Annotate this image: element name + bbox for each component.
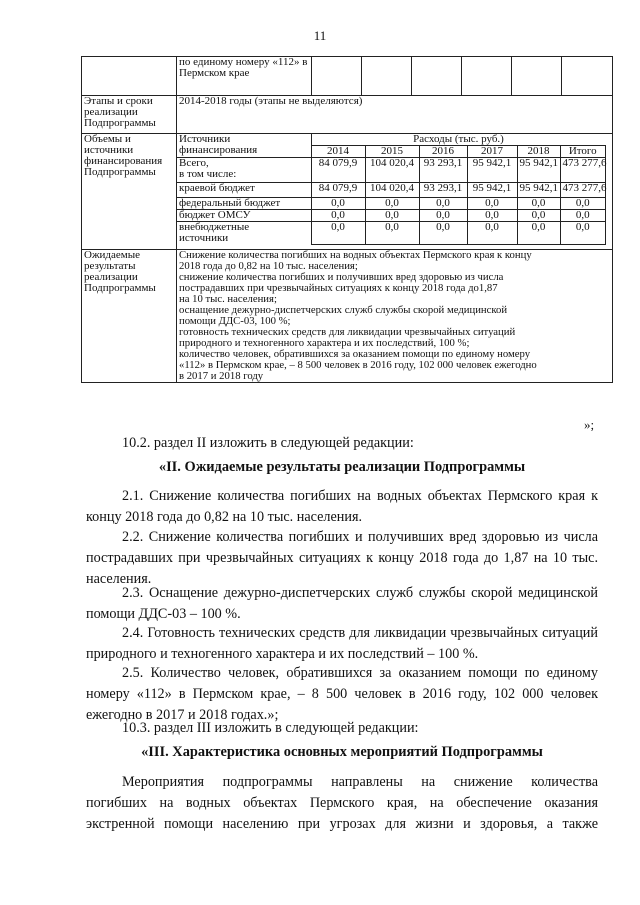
funding-row — [177, 210, 606, 222]
source-name: внебюджетные источники — [177, 222, 311, 245]
table-row — [82, 134, 613, 250]
value-cell: 0,0 — [517, 198, 560, 210]
paragraph-2-2: 2.2. Снижение количества погибших и получивших вред здоровью из числа пострадавших при чрезвычайных ситуациях к концу 2018 года до 1,87 на 10 тыс. населения. — [86, 529, 598, 587]
value-cell: 95 942,1 — [517, 183, 560, 198]
funding-row — [177, 158, 606, 183]
funding-table — [177, 134, 606, 245]
top-cell-text: по единому номеру «112» в Пермском крае — [177, 57, 311, 95]
closing-mark: »; — [584, 417, 595, 432]
value-cell: 0,0 — [311, 198, 365, 210]
year-cell: 2015 — [365, 146, 419, 158]
stages-value: 2014-2018 годы (этапы не выделяются) — [177, 96, 613, 134]
year-cell: 2017 — [467, 146, 517, 158]
section-3-heading: «III. Характеристика основных мероприятий Подпрограммы — [141, 744, 543, 760]
value-cell: 0,0 — [560, 210, 606, 222]
value-cell: 0,0 — [467, 198, 517, 210]
funding-row — [177, 183, 606, 198]
paragraph-3-line: погибших на водных объектах Пермского края, на обеспечение оказания — [86, 795, 598, 811]
value-cell: 0,0 — [517, 222, 560, 245]
stages-label: Этапы и сроки реализации Подпрограммы — [82, 96, 177, 134]
funding-cell — [177, 134, 613, 250]
value-cell: 0,0 — [560, 198, 606, 210]
value-cell: 93 293,1 — [419, 183, 467, 198]
value-cell: 0,0 — [365, 198, 419, 210]
table-row — [82, 96, 613, 134]
value-cell: 0,0 — [365, 210, 419, 222]
value-cell: 95 942,1 — [467, 158, 517, 183]
source-name: Всего, в том числе: — [177, 158, 311, 183]
funding-label: Объемы и источники финансирования Подпрограммы — [82, 134, 177, 250]
sources-header: Источники финансирования — [177, 134, 311, 158]
expected-value: Снижение количества погибших на водных объектах Пермского края к концу 2018 года до 0,82 на 10 тыс. населения; снижение количества погибших и получивших вред здоровью из числа пострадавших при чрезвычайных ситуациях к концу 2018 года до1,87 на 10 тыс. населения; оснащение дежурно-диспетчерских служб службы скорой медицинской помощи ДДС-03, 100 %; готовность технических средств для ликвидации чрезвычайных ситуаций природного и техногенного характера и их последствий, 100 %; количество человек, обратившихся за оказанием помощи по единому номеру «112» в Пермском крае, – 8 500 человек в 2016 году, 102 000 человек ежегодно в 2017 и 2018 году — [177, 249, 613, 382]
empty-cell — [82, 57, 177, 96]
value-cell: 0,0 — [517, 210, 560, 222]
funding-header-row — [177, 134, 606, 146]
funding-row — [177, 198, 606, 210]
value-cell: 0,0 — [311, 222, 365, 245]
page-number: 11 — [313, 28, 327, 43]
paragraph-10-3: 10.3. раздел III изложить в следующей редакции: — [122, 720, 419, 736]
source-name: федеральный бюджет — [177, 198, 311, 210]
paragraph-3-line: экстренной помощи населению при угрозах для жизни и здоровья, а также — [86, 816, 598, 832]
value-cell: 0,0 — [419, 222, 467, 245]
table-row — [82, 57, 613, 96]
year-cell: 2016 — [419, 146, 467, 158]
section-2-heading: «II. Ожидаемые результаты реализации Подпрограммы — [158, 459, 526, 475]
expected-label: Ожидаемые результаты реализации Подпрограммы — [82, 249, 177, 382]
value-cell: 0,0 — [419, 210, 467, 222]
paragraph-2-4: 2.4. Готовность технических средств для ликвидации чрезвычайных ситуаций природного и техногенного характера и их последствий – 100 %. — [86, 625, 598, 662]
paragraph-2-1: 2.1. Снижение количества погибших на водных объектах Пермского края к концу 2018 года до 0,82 на 10 тыс. населения. — [86, 488, 598, 525]
value-cell: 0,0 — [560, 222, 606, 245]
value-cell: 0,0 — [311, 210, 365, 222]
source-name: бюджет ОМСУ — [177, 210, 311, 222]
passport-table — [81, 56, 613, 383]
value-cell: 95 942,1 — [467, 183, 517, 198]
paragraph-2-3: 2.3. Оснащение дежурно-диспетчерских служб службы скорой медицинской помощи ДДС-03 – 100 %. — [86, 585, 598, 622]
value-cell: 95 942,1 — [517, 158, 560, 183]
value-cell: 84 079,9 — [311, 183, 365, 198]
value-cell: 104 020,4 — [365, 183, 419, 198]
top-cell — [177, 57, 613, 96]
source-name: краевой бюджет — [177, 183, 311, 198]
year-cell: 2014 — [311, 146, 365, 158]
table-row — [82, 249, 613, 382]
paragraph-2-5: 2.5. Количество человек, обратившихся за оказанием помощи по единому номеру «112» в Пермском крае, – 8 500 человек в 2016 году, 102 000 человек ежегодно в 2017 и 2018 годах.»; — [86, 665, 598, 723]
value-cell: 0,0 — [467, 210, 517, 222]
value-cell: 0,0 — [419, 198, 467, 210]
year-cell: 2018 — [517, 146, 560, 158]
value-cell: 0,0 — [365, 222, 419, 245]
value-cell: 473 277,6 — [560, 158, 606, 183]
year-cell: Итого — [560, 146, 606, 158]
value-cell: 93 293,1 — [419, 158, 467, 183]
funding-row — [177, 222, 606, 245]
expenses-header: Расходы (тыс. руб.) — [311, 134, 606, 146]
value-cell: 0,0 — [467, 222, 517, 245]
paragraph-3-line: Мероприятия подпрограммы направлены на снижение количества — [122, 774, 598, 790]
paragraph-10-2: 10.2. раздел II изложить в следующей редакции: — [122, 435, 414, 451]
value-cell: 104 020,4 — [365, 158, 419, 183]
value-cell: 84 079,9 — [311, 158, 365, 183]
value-cell: 473 277,6 — [560, 183, 606, 198]
